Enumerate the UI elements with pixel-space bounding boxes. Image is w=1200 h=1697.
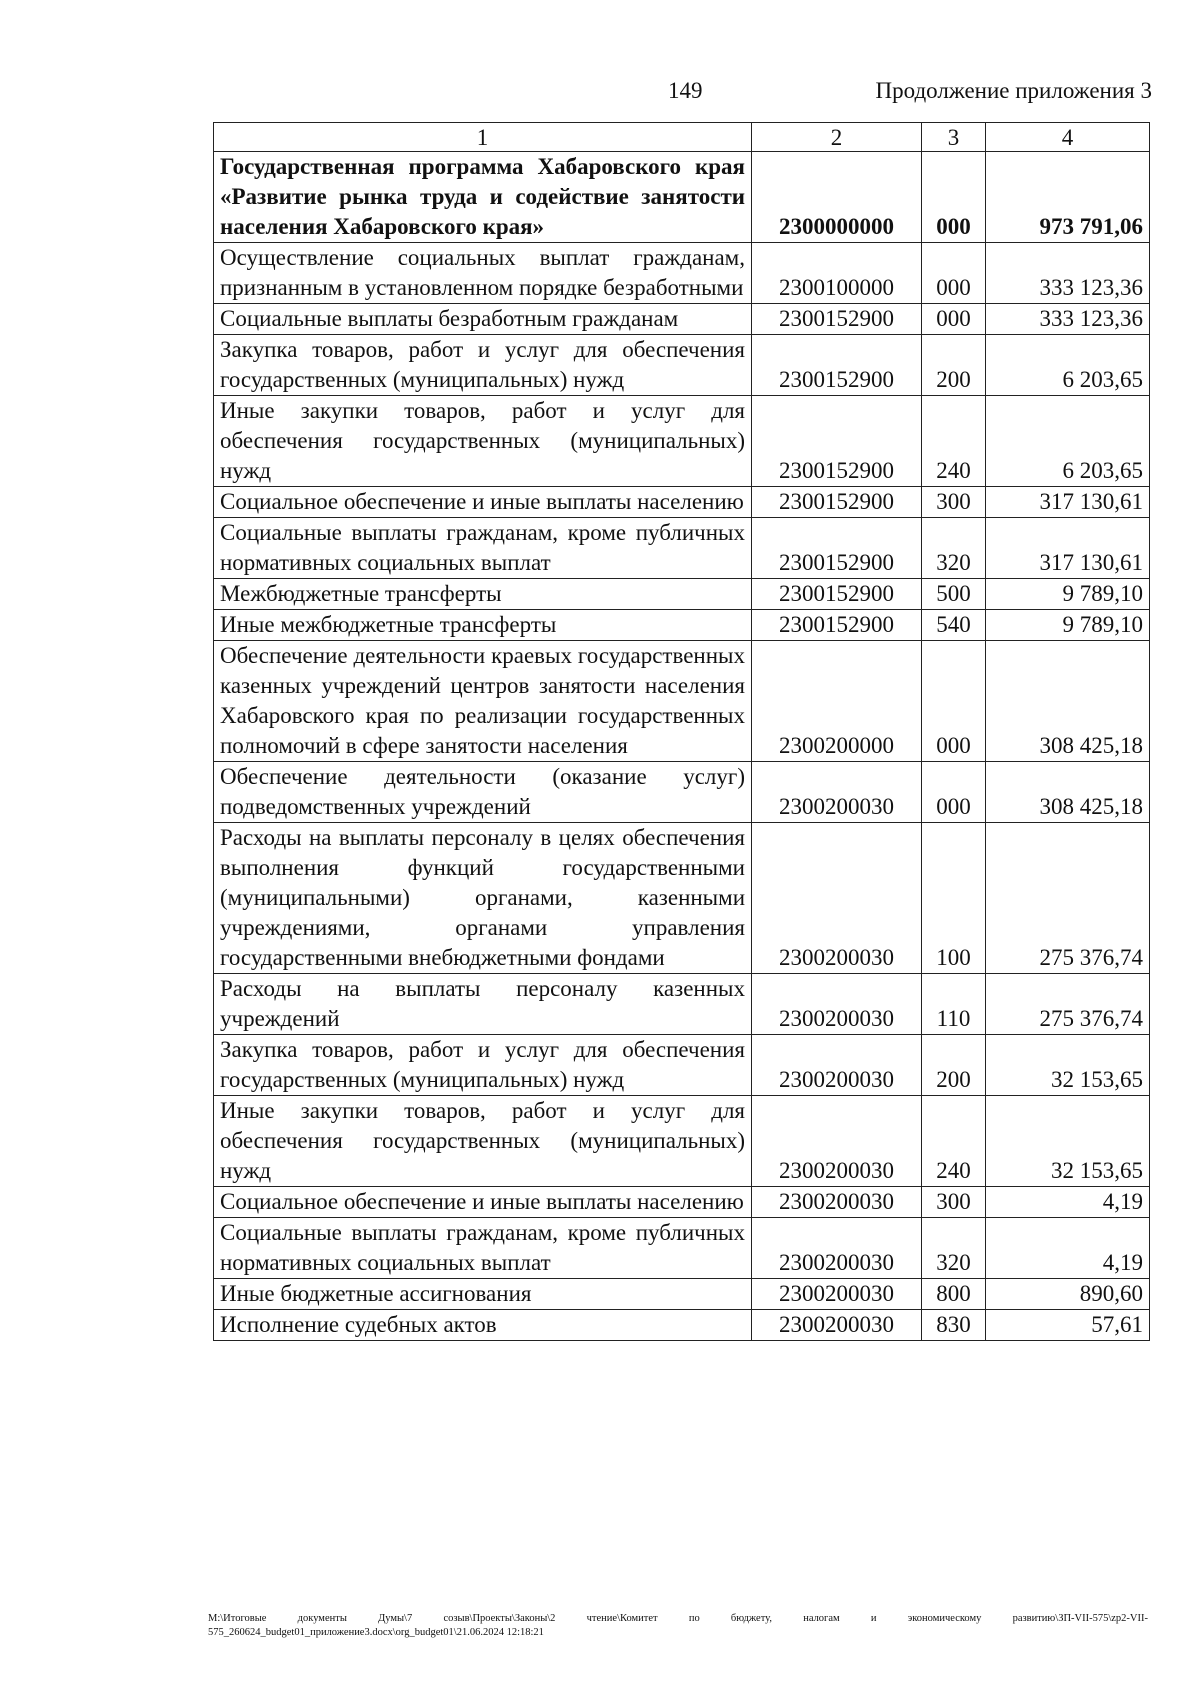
column-header: 1 <box>214 123 752 152</box>
table-row <box>214 243 1150 304</box>
row-sum-cell: 890,60 <box>986 1279 1150 1310</box>
row-type-cell: 320 <box>922 518 986 579</box>
table-row <box>214 487 1150 518</box>
row-sum-cell: 275 376,74 <box>986 974 1150 1035</box>
row-code-cell: 2300200030 <box>752 1096 922 1187</box>
row-code-cell: 2300100000 <box>752 243 922 304</box>
row-type-cell: 200 <box>922 335 986 396</box>
row-sum-cell: 6 203,65 <box>986 335 1150 396</box>
table-row <box>214 610 1150 641</box>
row-code-cell: 2300200030 <box>752 823 922 974</box>
row-type-cell: 000 <box>922 762 986 823</box>
column-number-row <box>214 123 1150 152</box>
row-type-cell: 240 <box>922 1096 986 1187</box>
row-sum-cell: 317 130,61 <box>986 487 1150 518</box>
row-sum-cell: 333 123,36 <box>986 243 1150 304</box>
row-name-cell: Закупка товаров, работ и услуг для обеспечения государственных (муниципальных) нужд <box>214 335 752 396</box>
row-sum-cell: 4,19 <box>986 1187 1150 1218</box>
row-type-cell: 000 <box>922 304 986 335</box>
row-name-cell: Социальные выплаты гражданам, кроме публичных нормативных социальных выплат <box>214 518 752 579</box>
table-row <box>214 1310 1150 1341</box>
table-row <box>214 823 1150 974</box>
table-row <box>214 335 1150 396</box>
row-name-cell: Исполнение судебных актов <box>214 1310 752 1341</box>
row-sum-cell: 317 130,61 <box>986 518 1150 579</box>
row-code-cell: 2300152900 <box>752 304 922 335</box>
table-row <box>214 762 1150 823</box>
document-file-path: M:\Итоговые документы Думы\7 созыв\Проекты\Законы\2 чтение\Комитет по бюджету, налогам и экономическому развитию\ЗП-VII-575\zp2-VII-575_260624_budget01_приложение3.docx\org_budget01\21.06.2024 12:18:21 <box>208 1613 1148 1638</box>
row-code-cell: 2300152900 <box>752 396 922 487</box>
row-type-cell: 300 <box>922 487 986 518</box>
page-number: 149 <box>668 78 703 103</box>
row-sum-cell: 973 791,06 <box>986 152 1150 243</box>
row-sum-cell: 333 123,36 <box>986 304 1150 335</box>
row-name-cell: Обеспечение деятельности краевых государственных казенных учреждений центров занятости населения Хабаровского края по реализации государственных полномочий в сфере занятости населения <box>214 641 752 762</box>
row-code-cell: 2300152900 <box>752 335 922 396</box>
table-row <box>214 304 1150 335</box>
table-row <box>214 579 1150 610</box>
row-code-cell: 2300200030 <box>752 1035 922 1096</box>
row-code-cell: 2300200030 <box>752 762 922 823</box>
row-name-cell: Осуществление социальных выплат гражданам, признанным в установленном порядке безработными <box>214 243 752 304</box>
row-sum-cell: 57,61 <box>986 1310 1150 1341</box>
row-name-cell: Расходы на выплаты персоналу в целях обеспечения выполнения функций государственными (муниципальными) органами, казенными учреждениями, органами управления государственными внебюджетными фондами <box>214 823 752 974</box>
row-sum-cell: 275 376,74 <box>986 823 1150 974</box>
table-row <box>214 1279 1150 1310</box>
row-code-cell: 2300152900 <box>752 610 922 641</box>
row-type-cell: 320 <box>922 1218 986 1279</box>
row-name-cell: Социальные выплаты безработным гражданам <box>214 304 752 335</box>
column-header: 3 <box>922 123 986 152</box>
row-code-cell: 2300200030 <box>752 1218 922 1279</box>
table-row <box>214 1187 1150 1218</box>
table-body <box>214 152 1150 1341</box>
row-type-cell: 200 <box>922 1035 986 1096</box>
row-name-cell: Иные закупки товаров, работ и услуг для обеспечения государственных (муниципальных) нужд <box>214 396 752 487</box>
table-row <box>214 1035 1150 1096</box>
row-type-cell: 110 <box>922 974 986 1035</box>
row-name-cell: Расходы на выплаты персоналу казенных учреждений <box>214 974 752 1035</box>
row-sum-cell: 32 153,65 <box>986 1096 1150 1187</box>
row-code-cell: 2300000000 <box>752 152 922 243</box>
budget-table <box>213 122 1150 1341</box>
row-type-cell: 830 <box>922 1310 986 1341</box>
row-sum-cell: 9 789,10 <box>986 610 1150 641</box>
row-code-cell: 2300200030 <box>752 1187 922 1218</box>
row-name-cell: Государственная программа Хабаровского края «Развитие рынка труда и содействие занятости населения Хабаровского края» <box>214 152 752 243</box>
row-type-cell: 300 <box>922 1187 986 1218</box>
row-code-cell: 2300200000 <box>752 641 922 762</box>
row-name-cell: Иные закупки товаров, работ и услуг для обеспечения государственных (муниципальных) нужд <box>214 1096 752 1187</box>
row-type-cell: 800 <box>922 1279 986 1310</box>
row-type-cell: 540 <box>922 610 986 641</box>
row-code-cell: 2300200030 <box>752 1310 922 1341</box>
row-type-cell: 100 <box>922 823 986 974</box>
row-sum-cell: 308 425,18 <box>986 641 1150 762</box>
table-row <box>214 396 1150 487</box>
row-type-cell: 240 <box>922 396 986 487</box>
continuation-label: Продолжение приложения 3 <box>875 78 1152 103</box>
row-name-cell: Социальные выплаты гражданам, кроме публичных нормативных социальных выплат <box>214 1218 752 1279</box>
row-sum-cell: 9 789,10 <box>986 579 1150 610</box>
row-type-cell: 000 <box>922 641 986 762</box>
row-code-cell: 2300152900 <box>752 487 922 518</box>
row-code-cell: 2300152900 <box>752 579 922 610</box>
row-code-cell: 2300152900 <box>752 518 922 579</box>
column-header: 4 <box>986 123 1150 152</box>
table-row <box>214 152 1150 243</box>
row-sum-cell: 4,19 <box>986 1218 1150 1279</box>
row-name-cell: Обеспечение деятельности (оказание услуг) подведомственных учреждений <box>214 762 752 823</box>
table-row <box>214 974 1150 1035</box>
row-sum-cell: 6 203,65 <box>986 396 1150 487</box>
row-type-cell: 500 <box>922 579 986 610</box>
table-row <box>214 1218 1150 1279</box>
row-code-cell: 2300200030 <box>752 974 922 1035</box>
row-sum-cell: 32 153,65 <box>986 1035 1150 1096</box>
table-row <box>214 518 1150 579</box>
row-code-cell: 2300200030 <box>752 1279 922 1310</box>
row-name-cell: Закупка товаров, работ и услуг для обеспечения государственных (муниципальных) нужд <box>214 1035 752 1096</box>
row-name-cell: Иные межбюджетные трансферты <box>214 610 752 641</box>
row-type-cell: 000 <box>922 243 986 304</box>
row-name-cell: Иные бюджетные ассигнования <box>214 1279 752 1310</box>
table-row <box>214 1096 1150 1187</box>
table-row <box>214 641 1150 762</box>
row-type-cell: 000 <box>922 152 986 243</box>
row-sum-cell: 308 425,18 <box>986 762 1150 823</box>
row-name-cell: Межбюджетные трансферты <box>214 579 752 610</box>
column-header: 2 <box>752 123 922 152</box>
row-name-cell: Социальное обеспечение и иные выплаты населению <box>214 487 752 518</box>
row-name-cell: Социальное обеспечение и иные выплаты населению <box>214 1187 752 1218</box>
